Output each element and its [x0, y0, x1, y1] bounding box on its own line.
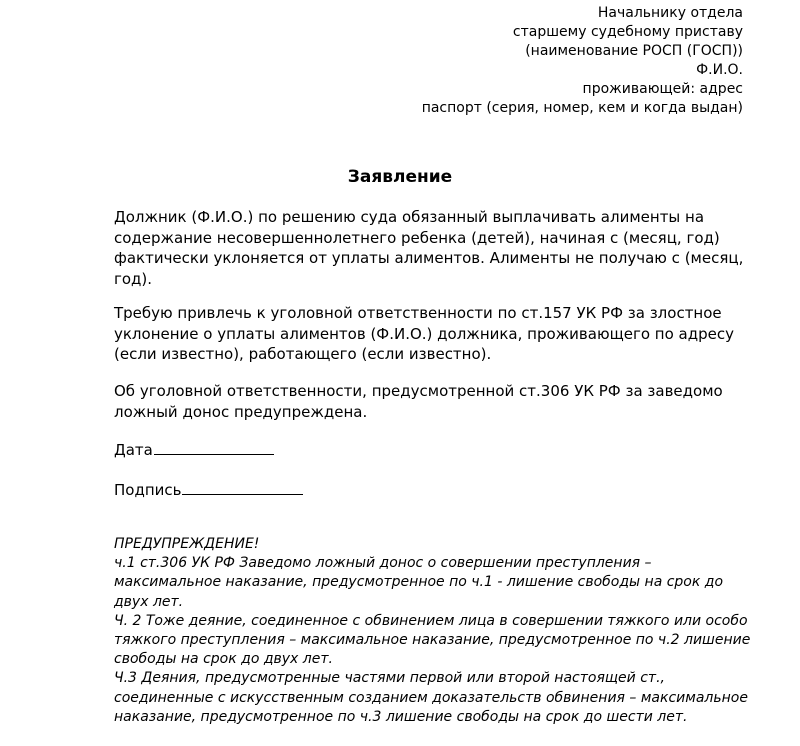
applicant-address-line: проживающей: адрес [582, 81, 743, 97]
date-field [114, 440, 754, 461]
warning-part-1: ч.1 ст.306 УК РФ Заведомо ложный донос о совершении преступления – максимальное наказание, предусмотренное по ч.1 - лишение свободы на срок до двух лет. [114, 555, 724, 610]
signature-blank-line [182, 493, 303, 495]
applicant-passport-line: паспорт (серия, номер, кем и когда выдан) [421, 100, 743, 116]
addressee-line-4: Ф.И.О. [696, 62, 743, 78]
date-label: Дата [114, 441, 153, 459]
addressee-line-2: старшему судебному приставу [512, 24, 743, 40]
warning-heading: ПРЕДУПРЕЖДЕНИЕ! [114, 536, 260, 552]
date-blank-line [154, 453, 274, 455]
warning-part-2: Ч. 2 Тоже деяние, соединенное с обвинением лица в совершении тяжкого или особо тяжкого преступления – максимальное наказание, предусмотренное по ч.2 лишение свободы на срок до двух лет. [114, 612, 751, 668]
warning-part-3: Ч.3 Деяния, предусмотренные частями первой или второй настоящей ст., соединенные с искусственным созданием доказательств обвинения – максимальное наказание, предусмотренное по ч.3 лишение свободы на срок до шести лет. [114, 670, 748, 725]
addressee-line-3: (наименование РОСП (ГОСП)) [525, 43, 743, 59]
addressee-block [422, 4, 743, 118]
signature-field [114, 480, 754, 501]
addressee-line-1: Начальнику отдела [597, 5, 743, 21]
paragraph-debtor-statement: Должник (Ф.И.О.) по решению суда обязанный выплачивать алименты на содержание несовершеннолетнего ребенка (детей), начиная с (месяц, год) фактически уклоняется от уплаты алиментов. Алименты не получаю с (месяц, год). [114, 208, 744, 288]
warning-block [114, 535, 754, 727]
document-title: Заявление [347, 167, 453, 187]
paragraph-liability-notice: Об уголовной ответственности, предусмотренной ст.306 УК РФ за заведомо ложный донос предупреждена. [114, 382, 723, 421]
paragraph-demand: Требую привлечь к уголовной ответственности по ст.157 УК РФ за злостное уклонение о уплаты алиментов (Ф.И.О.) должника, проживающего по адресу (если известно), работающего (если известно). [114, 304, 734, 363]
signature-label: Подпись [114, 481, 182, 499]
